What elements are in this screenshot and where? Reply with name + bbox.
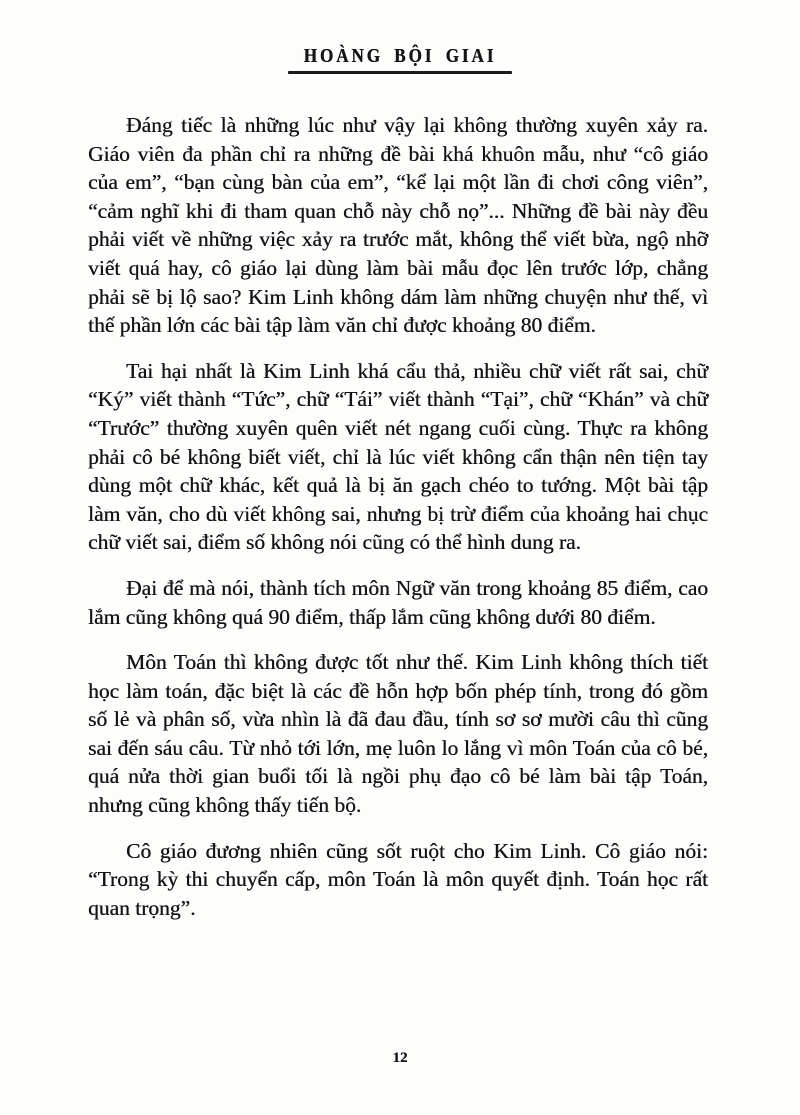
page-number: 12 [392,1050,408,1066]
paragraph: Đại để mà nói, thành tích môn Ngữ văn trong khoảng 85 điểm, cao lắm cũng không quá 90 điểm, thấp lắm cũng không dưới 80 điểm. [88,575,708,629]
paragraph: Tai hại nhất là Kim Linh khá cẩu thả, nhiều chữ viết rất sai, chữ “Ký” viết thành “Tức”, chữ “Tái” viết thành “Tại”, chữ “Khán” và chữ “Trước” thường xuyên quên viết nét ngang cuối cùng. Thực ra không phải cô bé không biết viết, chỉ là lúc viết không cẩn thận nên tiện tay dùng một chữ khác, kết quả là bị ăn gạch chéo to tướng. Một bài tập làm văn, cho dù viết không sai, nhưng bị trừ điểm của khoảng hai chục chữ viết sai, điểm số không nói cũng có thể hình dung ra. [88,358,708,555]
paragraph: Cô giáo đương nhiên cũng sốt ruột cho Kim Linh. Cô giáo nói: “Trong kỳ thi chuyển cấp, môn Toán là môn quyết định. Toán học rất quan trọng”. [88,838,708,920]
paragraph: Đáng tiếc là những lúc như vậy lại không thường xuyên xảy ra. Giáo viên đa phần chỉ ra những đề bài khá khuôn mẫu, như “cô giáo của em”, “bạn cùng bàn của em”, “kể lại một lần đi chơi công viên”, “cảm nghĩ khi đi tham quan chỗ này chỗ nọ”... Những đề bài này đều phải viết về những việc xảy ra trước mắt, không thể viết bừa, ngộ nhỡ viết quá hay, cô giáo lại dùng làm bài mẫu đọc lên trước lớp, chẳng phải sẽ bị lộ sao? Kim Linh không dám làm những chuyện như thế, vì thế phần lớn các bài tập làm văn chỉ được khoảng 80 điểm. [88,113,708,338]
paragraph: Môn Toán thì không được tốt như thế. Kim Linh không thích tiết học làm toán, đặc biệt là các đề hỗn hợp bốn phép tính, trong đó gồm số lẻ và phân số, vừa nhìn là đã đau đầu, tính sơ sơ mười câu thì cũng sai đến sáu câu. Từ nhỏ tới lớn, mẹ luôn lo lắng vì môn Toán của cô bé, quá nửa thời gian buổi tối là ngồi phụ đạo cô bé làm bài tập Toán, nhưng cũng không thấy tiến bộ. [88,650,708,818]
body-text [88,111,708,922]
running-header [0,0,800,74]
header-rule [288,71,512,74]
running-header-title: HOÀNG BỘI GIAI [303,44,497,67]
